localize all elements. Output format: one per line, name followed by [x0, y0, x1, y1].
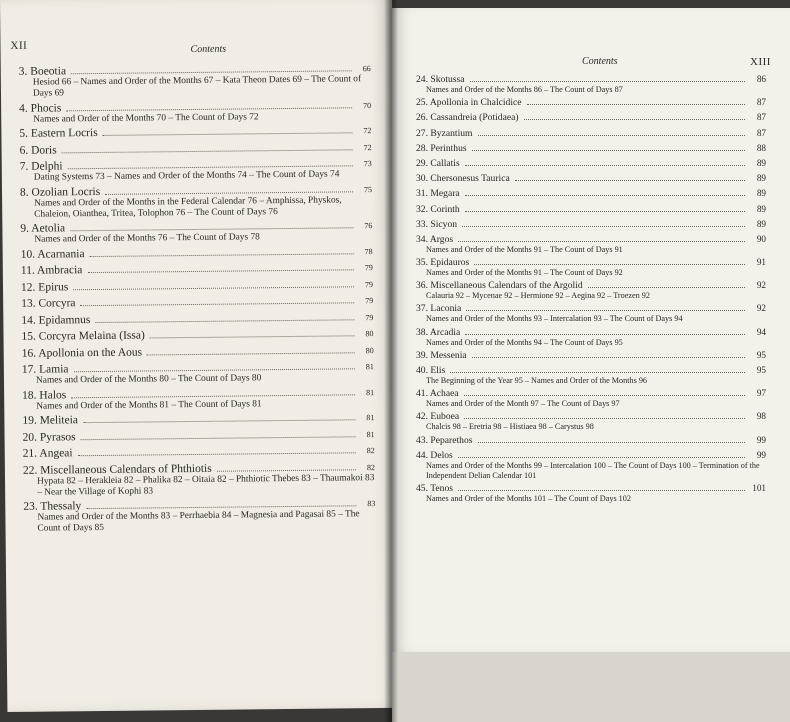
toc-entry-title: 34. Argos [416, 233, 454, 245]
toc-entry-title: 17. Lamia [21, 363, 69, 376]
toc-entry [20, 219, 372, 246]
toc-entry [416, 219, 766, 230]
toc-entry-page-number: 89 [756, 157, 766, 168]
toc-entry-line [416, 158, 766, 169]
toc-entry [22, 360, 374, 387]
toc-entry-line [416, 280, 766, 291]
dot-leader [458, 457, 745, 458]
toc-entry-title: 29. Callatis [416, 157, 460, 169]
toc-entry-page-number: 86 [756, 74, 766, 84]
toc-entry-subtopics: Names and Order of the Months 81 – The Count of Days 81 [36, 398, 262, 412]
toc-entry-line [23, 428, 375, 444]
toc-entry-page-number: 82 [366, 446, 375, 456]
toc-entry [416, 173, 766, 184]
toc-entry-line [416, 327, 766, 338]
toc-entry-subtopics: Names and Order of the Months 91 – The Count of Days 91 [426, 244, 623, 254]
toc-entry-line [19, 124, 371, 140]
toc-entry-title: 14. Epidamnus [21, 313, 91, 327]
toc-entry-line [416, 173, 766, 184]
toc-entry [416, 280, 766, 301]
toc-entry [21, 261, 373, 277]
toc-entry-page-number: 95 [756, 365, 766, 375]
toc-entry-title: 7. Delphi [19, 160, 63, 173]
toc-entry-line [21, 278, 373, 294]
toc-entry-subtopics: Names and Order of the Months 99 – Intercalation 100 – The Count of Days 100 – Termination of the Independent Delian Calendar 101 [426, 460, 760, 480]
dot-leader [472, 150, 745, 151]
dot-leader [450, 372, 745, 373]
toc-entry-title: 19. Meliteia [22, 414, 79, 427]
toc-entry-subtopics: Hypata 82 – Herakleia 82 – Phalika 82 – Oitaia 82 – Phthiotic Thebes 83 – Thaumakoi 83 – Near the Village of Kophi 83 [36, 472, 375, 498]
toc-entry-page-number: 89 [756, 218, 766, 229]
dot-leader [465, 195, 745, 196]
toc-entry-subtopics: The Beginning of the Year 95 – Names and Order of the Months 96 [426, 376, 648, 385]
dot-leader [458, 490, 745, 491]
toc-entry-title: 33. Sicyon [416, 218, 458, 230]
dot-leader [87, 269, 353, 273]
toc-entry-title: 41. Achaea [416, 388, 459, 400]
toc-entry-title: 32. Corinth [416, 203, 460, 215]
toc-entry-page-number: 72 [363, 126, 372, 136]
toc-entry-title: 44. Delos [416, 449, 453, 461]
toc-entry [416, 74, 766, 95]
toc-entry-page-number: 98 [756, 411, 766, 422]
toc-entry-page-number: 91 [756, 257, 766, 268]
toc-entry-subtopics: Chalcis 98 – Eretria 98 – Histiaea 98 – Carystus 98 [426, 422, 594, 432]
toc-entry-subtopics: Names and Order of the Months 70 – The Count of Days 72 [33, 111, 259, 125]
left-running-head: Contents [190, 43, 227, 56]
dot-leader [470, 81, 745, 82]
toc-entry-line [416, 350, 766, 361]
left-page [0, 0, 399, 712]
toc-entry [416, 257, 766, 278]
toc-entry-title: 5. Eastern Locris [19, 126, 98, 140]
toc-entry-page-number: 81 [365, 362, 374, 372]
toc-entry-page-number: 76 [364, 221, 373, 231]
toc-entry-page-number: 101 [752, 482, 766, 493]
toc-entry-page-number: 78 [364, 246, 373, 256]
toc-entry-subtopics: Names and Order of the Months 93 – Intercalation 93 – The Count of Days 94 [426, 314, 683, 324]
toc-entry-page-number: 99 [756, 449, 766, 460]
toc-entry-title: 28. Perinthus [416, 142, 467, 154]
toc-entry-title: 31. Megara [416, 188, 460, 200]
toc-entry-line [416, 435, 766, 446]
toc-entry-line [416, 303, 766, 314]
toc-entry-title: 27. Byzantium [416, 127, 473, 139]
dot-leader [86, 505, 356, 509]
dot-leader [474, 264, 745, 265]
toc-entry [416, 112, 766, 123]
toc-entry [416, 483, 766, 504]
toc-entry-line [416, 204, 766, 215]
toc-entry-line [21, 311, 373, 327]
toc-entry-line [416, 74, 766, 85]
toc-entry-line [416, 411, 766, 422]
toc-entry [20, 183, 372, 221]
dot-leader [68, 165, 353, 169]
dot-leader [478, 442, 746, 443]
toc-entry-line [416, 365, 766, 376]
dot-leader [588, 287, 745, 288]
toc-entry [416, 97, 766, 108]
toc-entry-title: 18. Halos [22, 388, 67, 402]
toc-entry-page-number: 87 [756, 127, 766, 138]
toc-entry [21, 294, 373, 310]
toc-entry-page-number: 81 [366, 387, 375, 397]
dot-leader [66, 107, 352, 111]
dot-leader [458, 241, 745, 242]
toc-entry-title: 21. Angeai [22, 447, 73, 460]
toc-entry-line [416, 483, 766, 494]
toc-entry-title: 8. Ozolian Locris [19, 185, 101, 199]
toc-entry-title: 24. Skotussa [416, 74, 465, 85]
toc-entry [21, 278, 373, 294]
toc-entry-page-number: 87 [756, 112, 766, 123]
toc-entry [416, 234, 766, 255]
toc-entry-title: 30. Chersonesus Taurica [416, 173, 510, 185]
dot-leader [62, 149, 353, 153]
toc-entry-line [21, 327, 373, 343]
toc-entry [20, 141, 372, 157]
toc-entry [416, 350, 766, 361]
toc-entry-title: 37. Laconia [416, 303, 462, 315]
dot-leader [71, 394, 355, 398]
left-folio: XII [10, 39, 28, 52]
toc-entry-line [416, 188, 766, 199]
toc-entry-line [22, 344, 374, 360]
dot-leader [472, 357, 745, 358]
toc-entry-title: 36. Miscellaneous Calendars of the Argolid [416, 280, 583, 292]
toc-entry-line [416, 450, 766, 461]
toc-entry-page-number: 97 [756, 388, 766, 399]
toc-entry-title: 13. Corcyra [21, 297, 76, 310]
toc-entry [416, 450, 766, 481]
dot-leader [73, 286, 354, 290]
toc-entry [22, 344, 374, 360]
toc-entry-subtopics: Names and Order of the Months 86 – The Count of Days 87 [426, 85, 623, 94]
toc-entry-title: 26. Cassandreia (Potidaea) [416, 112, 519, 124]
left-toc-list [19, 62, 376, 535]
dot-leader [105, 191, 353, 195]
toc-entry-line [21, 261, 373, 277]
toc-entry [416, 204, 766, 215]
toc-entry-line [416, 128, 766, 139]
toc-entry [416, 435, 766, 446]
dot-leader [78, 452, 356, 456]
toc-entry-page-number: 79 [364, 263, 373, 273]
toc-entry [416, 327, 766, 348]
dot-leader [81, 436, 356, 440]
toc-entry-page-number: 80 [365, 329, 374, 339]
toc-entry [23, 444, 375, 460]
toc-entry [21, 245, 373, 261]
toc-entry [416, 143, 766, 154]
toc-entry-title: 3. Boeotia [18, 65, 67, 78]
toc-entry-subtopics: Calauria 92 – Mycenae 92 – Hermione 92 – Aegina 92 – Troezen 92 [426, 291, 650, 301]
dot-leader [524, 119, 745, 120]
right-page [392, 8, 790, 652]
toc-entry-title: 38. Arcadia [416, 326, 461, 338]
toc-entry-subtopics: Names and Order of the Months in the Federal Calendar 76 – Amphissa, Physkos, Chaleion, Oianthea, Tritea, Tolophon 76 – The Count of Days 76 [34, 194, 342, 220]
dot-leader [90, 253, 354, 257]
toc-entry-line [416, 143, 766, 154]
toc-entry-title: 16. Apollonia on the Aous [21, 346, 143, 360]
toc-entry-subtopics: Names and Order of the Month 97 – The Count of Days 97 [426, 399, 620, 409]
toc-entry-line [416, 112, 766, 123]
toc-entry-title: 12. Epirus [20, 280, 69, 294]
toc-entry-title: 35. Epidauros [416, 257, 470, 269]
toc-entry-line [416, 388, 766, 399]
toc-entry-subtopics: Names and Order of the Months 91 – The Count of Days 92 [426, 268, 623, 278]
toc-entry-line [21, 245, 373, 261]
toc-entry-subtopics: Names and Order of the Months 76 – The Count of Days 78 [34, 232, 260, 245]
toc-entry-page-number: 81 [366, 413, 375, 423]
toc-entry-page-number: 66 [362, 64, 371, 74]
dot-leader [465, 211, 745, 212]
table-surface [392, 652, 790, 722]
toc-entry-page-number: 75 [363, 184, 373, 194]
dot-leader [74, 368, 355, 372]
toc-entry-title: 15. Corcyra Melaina (Issa) [21, 329, 145, 343]
dot-leader [217, 469, 356, 471]
toc-entry [22, 386, 374, 413]
toc-entry [416, 188, 766, 199]
toc-entry [23, 428, 375, 444]
dot-leader [83, 419, 355, 423]
toc-entry-page-number: 83 [367, 499, 376, 509]
dot-leader [147, 352, 355, 355]
toc-entry-title: 45. Tenos [416, 482, 453, 494]
toc-entry-line [416, 257, 766, 268]
toc-entry-page-number: 80 [365, 345, 374, 355]
toc-entry-title: 11. Ambracia [20, 264, 83, 277]
toc-entry-title: 40. Elis [416, 365, 446, 376]
dot-leader [80, 302, 354, 306]
toc-entry-page-number: 81 [366, 429, 375, 439]
toc-entry-title: 9. Aetolia [20, 222, 66, 235]
toc-entry-line [23, 444, 375, 460]
toc-entry-title: 6. Doris [19, 143, 57, 157]
toc-entry-page-number: 90 [756, 233, 766, 244]
toc-entry-title: 39. Messenia [416, 349, 467, 361]
toc-entry [23, 461, 375, 499]
toc-entry-page-number: 72 [363, 142, 372, 152]
toc-entry-subtopics: Hesiod 66 – Names and Order of the Months 67 – Kata Theon Dates 69 – The Count of Days 69 [32, 74, 362, 99]
toc-entry [19, 99, 371, 126]
toc-entry-title: 4. Phocis [19, 101, 62, 115]
toc-entry-line [416, 234, 766, 245]
toc-entry-page-number: 79 [365, 312, 374, 322]
toc-entry [19, 62, 371, 100]
toc-entry-title: 20. Pyrasos [22, 430, 76, 444]
toc-entry [416, 365, 766, 386]
toc-entry [21, 311, 373, 327]
dot-leader [150, 335, 355, 338]
right-folio: XIII [750, 56, 771, 68]
toc-entry-page-number: 92 [756, 280, 766, 291]
dot-leader [466, 310, 745, 311]
toc-entry-subtopics: Dating Systems 73 – Names and Order of the Months 74 – The Count of Days 74 [33, 169, 340, 183]
toc-entry-page-number: 94 [756, 326, 766, 337]
toc-entry [22, 411, 374, 427]
toc-entry-page-number: 95 [756, 349, 766, 360]
toc-entry-page-number: 92 [756, 303, 766, 314]
toc-entry [19, 124, 371, 140]
toc-entry [416, 128, 766, 139]
dot-leader [103, 132, 353, 136]
toc-entry-title: 42. Euboea [416, 411, 460, 423]
toc-entry-page-number: 88 [756, 142, 766, 153]
right-running-head: Contents [582, 56, 618, 67]
toc-entry-page-number: 89 [756, 203, 766, 214]
toc-entry [416, 388, 766, 409]
toc-entry-line [22, 411, 374, 427]
right-toc-list [416, 74, 766, 504]
dot-leader [465, 334, 745, 335]
toc-entry-line [21, 294, 373, 310]
toc-entry-page-number: 82 [366, 462, 375, 472]
toc-entry-title: 25. Apollonia in Chalcidice [416, 97, 522, 109]
toc-entry-page-number: 70 [363, 100, 372, 110]
toc-entry-line [416, 219, 766, 230]
dot-leader [95, 319, 354, 323]
toc-entry-page-number: 73 [363, 159, 372, 169]
toc-entry [20, 157, 372, 184]
dot-leader [462, 226, 745, 227]
toc-entry-page-number: 99 [756, 434, 766, 445]
dot-leader [71, 70, 352, 74]
toc-entry-title: 43. Peparethos [416, 434, 473, 446]
toc-entry-title: 10. Acarnania [20, 247, 85, 261]
dot-leader [70, 227, 353, 231]
toc-entry [21, 327, 373, 343]
toc-entry [23, 497, 375, 535]
toc-entry-page-number: 79 [364, 279, 374, 289]
toc-entry [416, 411, 766, 432]
dot-leader [464, 418, 745, 419]
toc-entry-line [20, 141, 372, 157]
toc-entry-subtopics: Names and Order of the Months 94 – The Count of Days 95 [426, 337, 623, 347]
toc-entry-subtopics: Names and Order of the Months 83 – Perrhaebia 84 – Magnesia and Pagasai 85 – The Count of Days 85 [37, 509, 360, 534]
toc-entry-title: 22. Miscellaneous Calendars of Phthiotis [22, 462, 212, 477]
dot-leader [465, 165, 745, 166]
toc-entry [416, 158, 766, 169]
toc-entry-page-number: 89 [756, 188, 766, 199]
toc-entry-subtopics: Names and Order of the Months 101 – The Count of Days 102 [426, 493, 631, 503]
toc-entry-line [416, 97, 766, 108]
toc-entry-page-number: 89 [756, 173, 766, 184]
dot-leader [464, 395, 745, 396]
toc-entry-page-number: 87 [756, 97, 766, 108]
toc-entry [416, 303, 766, 324]
toc-entry-page-number: 79 [365, 296, 374, 306]
dot-leader [527, 104, 745, 105]
toc-entry-title: 23. Thessaly [23, 500, 82, 513]
dot-leader [515, 180, 745, 181]
dot-leader [478, 135, 746, 136]
toc-entry-subtopics: Names and Order of the Months 80 – The Count of Days 80 [35, 373, 262, 386]
